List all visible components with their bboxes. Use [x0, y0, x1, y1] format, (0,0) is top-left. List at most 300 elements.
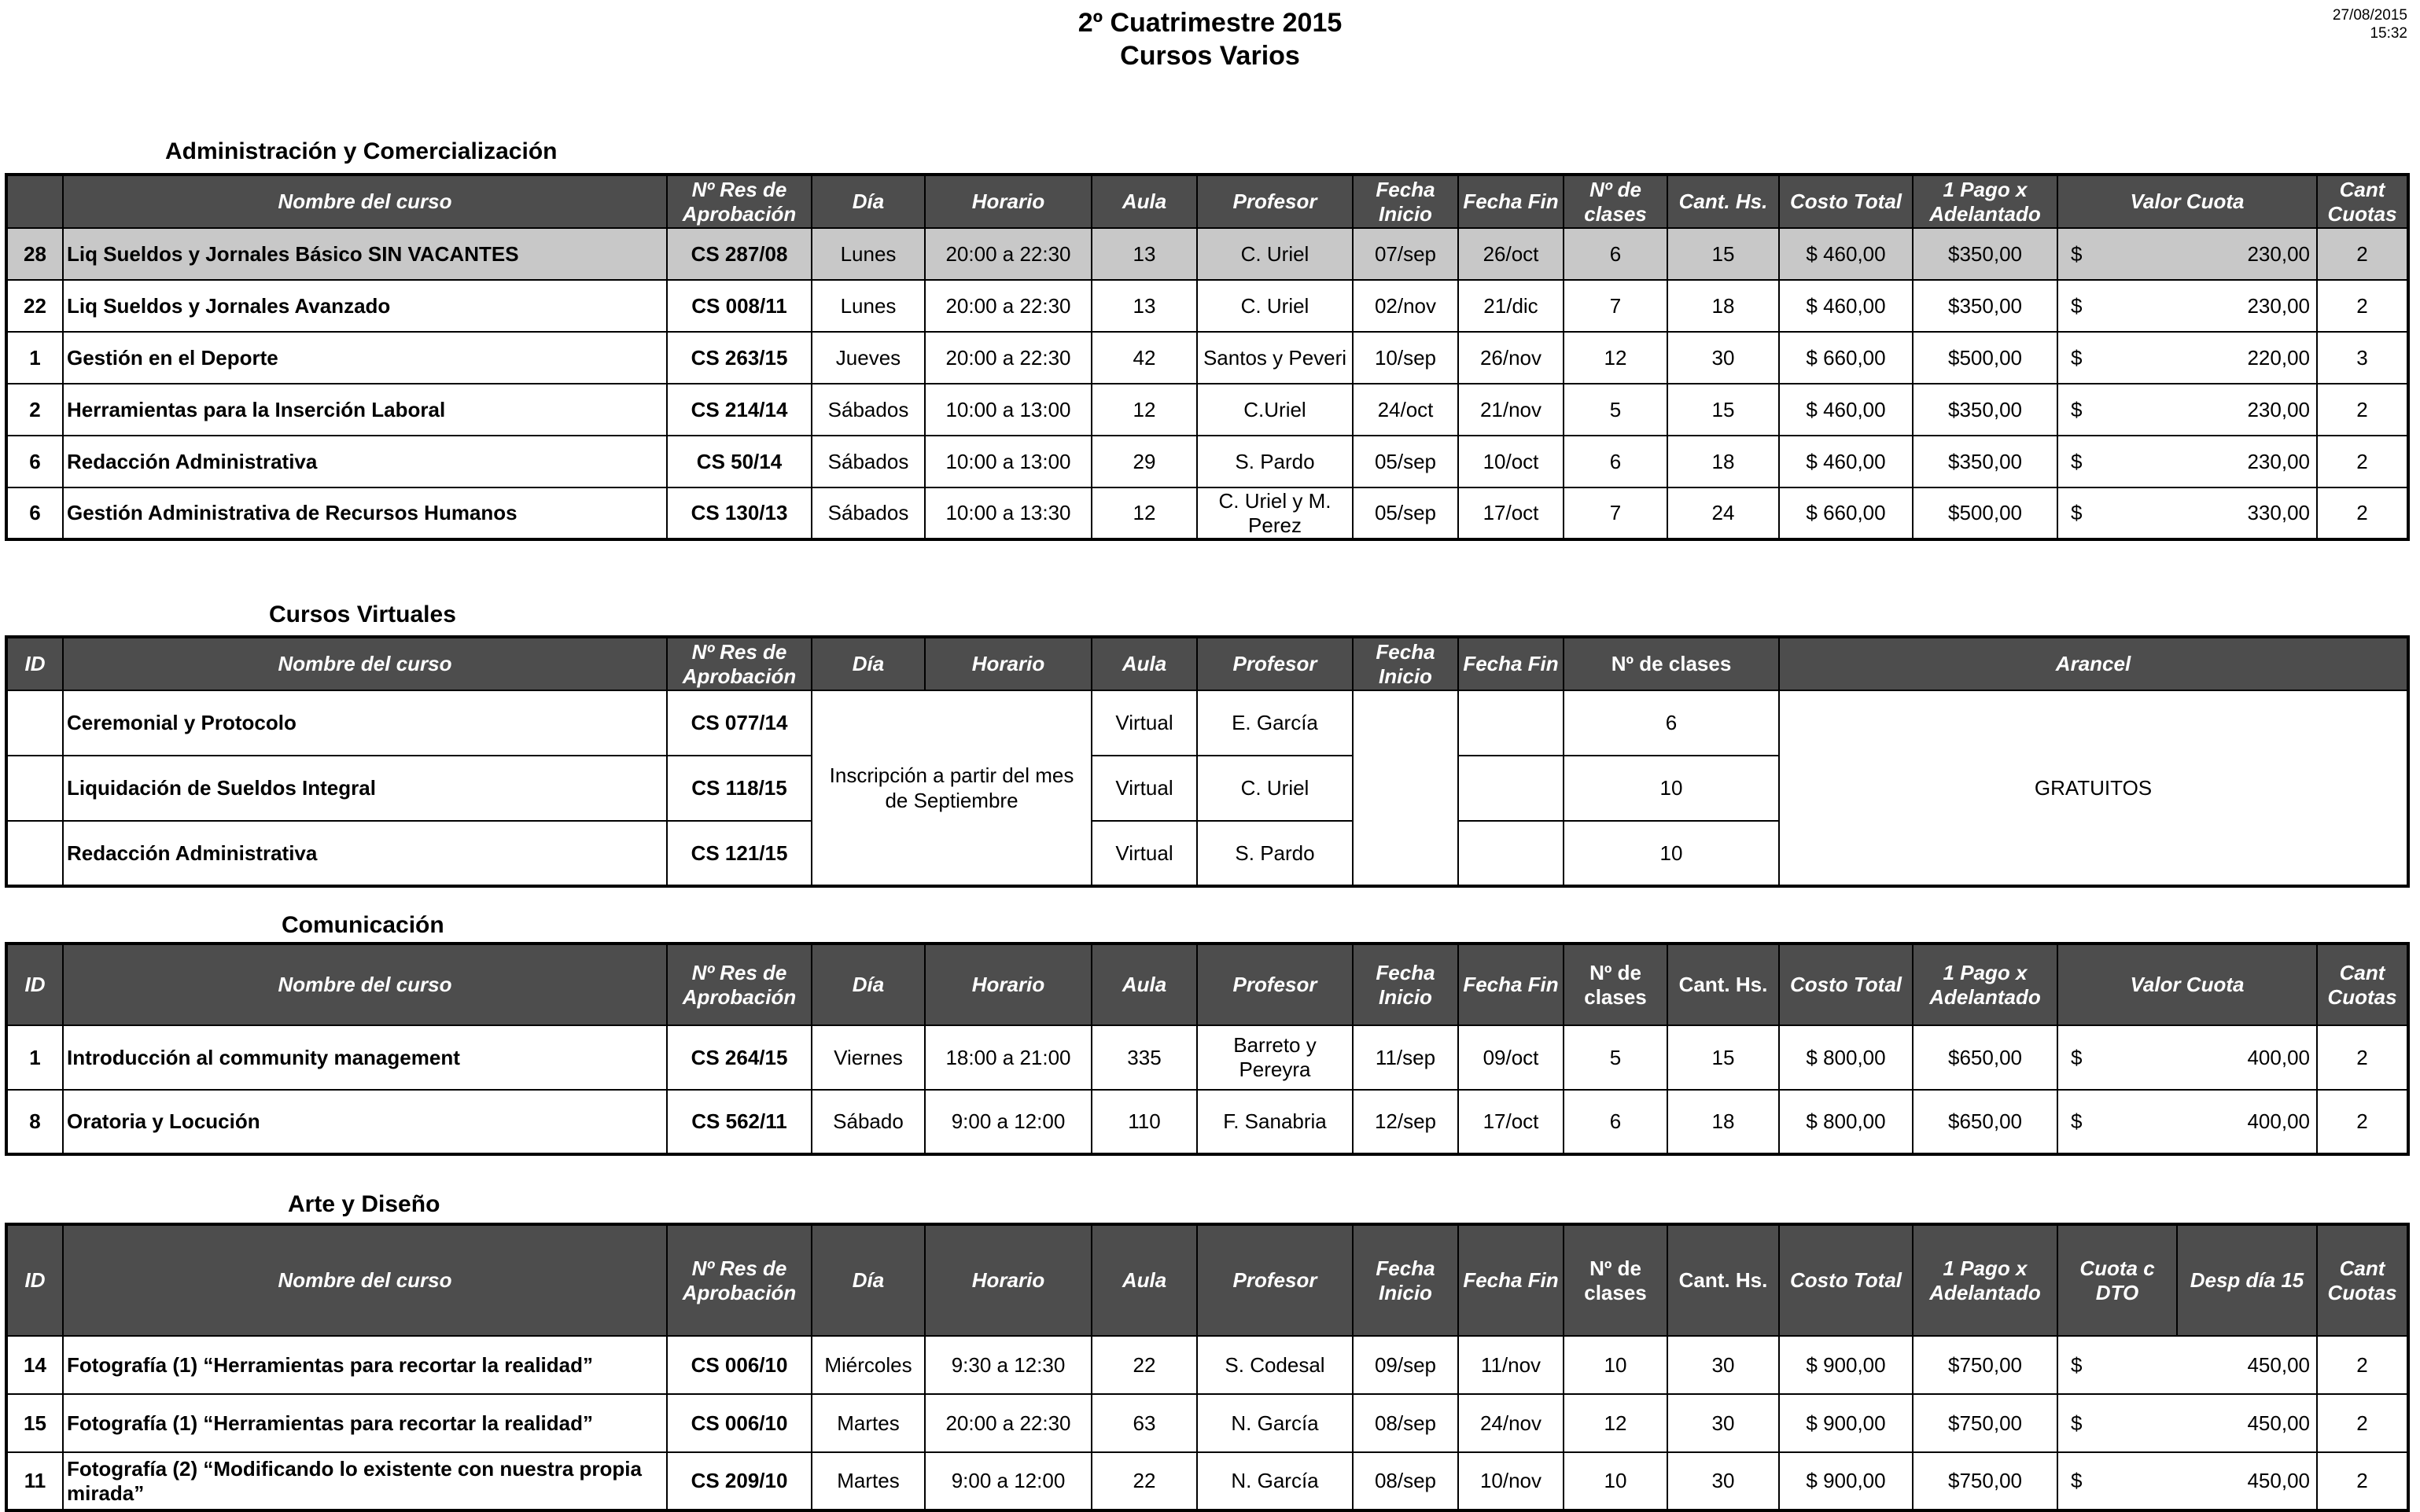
col-header-fecha-fin: Fecha Fin [1458, 1224, 1564, 1336]
section-title-comunicacion: Comunicación [282, 912, 444, 938]
cell-id: 8 [6, 1090, 63, 1154]
cell-horario: 20:00 a 22:30 [925, 280, 1092, 332]
cell-fecha-fin: 24/nov [1458, 1394, 1564, 1452]
cell-horario: 20:00 a 22:30 [925, 1394, 1092, 1452]
col-header-pago: 1 Pago x Adelantado [1913, 175, 2057, 228]
cuota-amount: 220,00 [2247, 345, 2310, 370]
table-header-row [6, 637, 2408, 690]
virtual-table [5, 635, 2410, 888]
cell-fecha-fin: 17/oct [1458, 487, 1564, 539]
table-header-row [6, 944, 2408, 1025]
cell-valor-cuota [2057, 1452, 2317, 1510]
cell-fecha-fin: 11/nov [1458, 1336, 1564, 1394]
cell-aula: 110 [1092, 1090, 1197, 1154]
cell-fecha-fin: 26/oct [1458, 228, 1564, 280]
cell-valor-cuota [2057, 1336, 2317, 1394]
cell-res: CS 077/14 [667, 690, 812, 756]
cell-id: 15 [6, 1394, 63, 1452]
cell-cant-cuotas: 2 [2317, 280, 2408, 332]
cell-pago: $650,00 [1913, 1025, 2057, 1090]
cell-aula: 63 [1092, 1394, 1197, 1452]
cell-res: CS 263/15 [667, 332, 812, 384]
cell-profesor: C.Uriel [1197, 384, 1353, 436]
cell-horario: 10:00 a 13:00 [925, 384, 1092, 436]
cell-dia: Sábados [812, 487, 925, 539]
cell-valor-cuota [2057, 384, 2317, 436]
col-header-cant-cuotas: Cant Cuotas [2317, 175, 2408, 228]
cell-dia: Sábado [812, 1090, 925, 1154]
title-line-1: 2º Cuatrimestre 2015 [1077, 8, 1343, 38]
cell-pago: $500,00 [1913, 332, 2057, 384]
cell-valor-cuota [2057, 228, 2317, 280]
currency-symbol: $ [2071, 1109, 2083, 1133]
cell-id: 22 [6, 280, 63, 332]
cell-costo: $ 800,00 [1779, 1090, 1913, 1154]
col-header-costo: Costo Total [1779, 175, 1913, 228]
cell-canths: 30 [1667, 1452, 1779, 1510]
cell-fecha-inicio: 12/sep [1353, 1090, 1458, 1154]
cell-profesor: E. García [1197, 690, 1353, 756]
cell-profesor: Santos y Peveri [1197, 332, 1353, 384]
cell-valor-cuota [2057, 436, 2317, 487]
section-title-arte: Arte y Diseño [288, 1191, 440, 1217]
cell-fecha-inicio: 05/sep [1353, 487, 1458, 539]
col-header-fecha-fin: Fecha Fin [1458, 637, 1564, 690]
cell-pago: $350,00 [1913, 280, 2057, 332]
cell-cant-cuotas: 2 [2317, 1394, 2408, 1452]
currency-symbol: $ [2071, 1469, 2083, 1492]
cell-canths: 18 [1667, 1090, 1779, 1154]
table-row [6, 690, 2408, 756]
cell-costo: $ 900,00 [1779, 1452, 1913, 1510]
cell-profesor: C. Uriel [1197, 756, 1353, 821]
cell-aula: 13 [1092, 280, 1197, 332]
cell-profesor: F. Sanabria [1197, 1090, 1353, 1154]
col-header-nclases: Nº de clases [1564, 944, 1667, 1025]
cell-fecha-fin: 26/nov [1458, 332, 1564, 384]
cell-nclases: 10 [1564, 756, 1779, 821]
col-header-aula: Aula [1092, 637, 1197, 690]
col-header-nclases: Nº de clases [1564, 637, 1779, 690]
cell-horario: 18:00 a 21:00 [925, 1025, 1092, 1090]
cell-pago: $350,00 [1913, 436, 2057, 487]
table-row [6, 332, 2408, 384]
col-header-profesor: Profesor [1197, 637, 1353, 690]
cell-valor-cuota [2057, 1090, 2317, 1154]
cell-res: CS 008/11 [667, 280, 812, 332]
cell-fecha-fin: 10/nov [1458, 1452, 1564, 1510]
cell-res: CS 130/13 [667, 487, 812, 539]
col-header-horario: Horario [925, 175, 1092, 228]
col-header-canths: Cant. Hs. [1667, 1224, 1779, 1336]
cell-res: CS 006/10 [667, 1336, 812, 1394]
cell-profesor: C. Uriel y M. Perez [1197, 487, 1353, 539]
cell-canths: 24 [1667, 487, 1779, 539]
cell-fecha-inicio: 10/sep [1353, 332, 1458, 384]
cell-canths: 15 [1667, 1025, 1779, 1090]
cell-nombre: Fotografía (1) “Herramientas para recortar la realidad” [63, 1394, 667, 1452]
table-row [6, 384, 2408, 436]
currency-symbol: $ [2071, 241, 2083, 266]
cell-cant-cuotas: 2 [2317, 1090, 2408, 1154]
cell-cant-cuotas: 2 [2317, 228, 2408, 280]
currency-symbol: $ [2071, 397, 2083, 421]
cell-aula: Virtual [1092, 690, 1197, 756]
cell-nombre: Fotografía (1) “Herramientas para recortar la realidad” [63, 1336, 667, 1394]
cell-id [6, 690, 63, 756]
cell-id: 6 [6, 487, 63, 539]
cell-id: 1 [6, 332, 63, 384]
currency-symbol: $ [2071, 345, 2083, 370]
col-header-fecha-inicio: Fecha Inicio [1353, 1224, 1458, 1336]
cell-canths: 15 [1667, 384, 1779, 436]
cell-fecha-fin [1458, 690, 1564, 756]
cell-profesor: S. Pardo [1197, 436, 1353, 487]
cell-arancel: GRATUITOS [1779, 690, 2408, 886]
cell-fecha-inicio [1353, 690, 1458, 886]
cell-dia: Lunes [812, 228, 925, 280]
cell-profesor: N. García [1197, 1452, 1353, 1510]
cell-nclases: 10 [1564, 821, 1779, 886]
cell-fecha-inicio: 08/sep [1353, 1394, 1458, 1452]
cell-nombre: Redacción Administrativa [63, 821, 667, 886]
col-header-horario: Horario [925, 944, 1092, 1025]
cell-dia: Lunes [812, 280, 925, 332]
cuota-amount: 230,00 [2247, 449, 2310, 473]
cell-canths: 18 [1667, 436, 1779, 487]
col-header-nombre: Nombre del curso [63, 175, 667, 228]
cell-cant-cuotas: 2 [2317, 436, 2408, 487]
print-timestamp [2333, 6, 2407, 42]
cell-dia: Martes [812, 1452, 925, 1510]
cell-nclases: 6 [1564, 436, 1667, 487]
cuota-amount: 230,00 [2247, 241, 2310, 266]
col-header-valor-cuota: Valor Cuota [2057, 944, 2317, 1025]
cell-aula: 12 [1092, 487, 1197, 539]
cell-fecha-fin: 21/nov [1458, 384, 1564, 436]
col-header-nombre: Nombre del curso [63, 637, 667, 690]
col-header-id: ID [6, 1224, 63, 1336]
cell-pago: $750,00 [1913, 1336, 2057, 1394]
cell-dia: Sábados [812, 436, 925, 487]
cell-horario: 20:00 a 22:30 [925, 332, 1092, 384]
col-header-res: Nº Res de Aprobación [667, 944, 812, 1025]
cuota-amount: 400,00 [2247, 1109, 2310, 1133]
col-header-costo: Costo Total [1779, 944, 1913, 1025]
table-header-row [6, 1224, 2408, 1336]
cuota-amount: 230,00 [2247, 397, 2310, 421]
cell-costo: $ 800,00 [1779, 1025, 1913, 1090]
cell-canths: 18 [1667, 280, 1779, 332]
cell-pago: $750,00 [1913, 1452, 2057, 1510]
currency-symbol: $ [2071, 293, 2083, 318]
currency-symbol: $ [2071, 1411, 2083, 1435]
section-title-admin: Administración y Comercialización [165, 138, 558, 164]
cell-cant-cuotas: 2 [2317, 487, 2408, 539]
cell-valor-cuota [2057, 1394, 2317, 1452]
cell-horario: 9:30 a 12:30 [925, 1336, 1092, 1394]
cell-canths: 30 [1667, 1394, 1779, 1452]
cell-aula: 22 [1092, 1452, 1197, 1510]
cell-dia: Miércoles [812, 1336, 925, 1394]
cell-nombre: Liquidación de Sueldos Integral [63, 756, 667, 821]
admin-rows [6, 228, 2408, 539]
col-header-dia: Día [812, 944, 925, 1025]
cell-canths: 15 [1667, 228, 1779, 280]
col-header-id: ID [6, 944, 63, 1025]
cell-fecha-fin: 17/oct [1458, 1090, 1564, 1154]
cell-horario: 20:00 a 22:30 [925, 228, 1092, 280]
col-header-aula: Aula [1092, 175, 1197, 228]
cell-fecha-fin: 09/oct [1458, 1025, 1564, 1090]
table-row [6, 1394, 2408, 1452]
admin-table [5, 173, 2410, 541]
cell-aula: 42 [1092, 332, 1197, 384]
cell-cant-cuotas: 2 [2317, 1336, 2408, 1394]
cell-costo: $ 460,00 [1779, 436, 1913, 487]
cell-costo: $ 900,00 [1779, 1336, 1913, 1394]
cell-dia: Martes [812, 1394, 925, 1452]
cell-aula: 13 [1092, 228, 1197, 280]
print-time: 15:32 [2370, 25, 2407, 42]
col-header-dia: Día [812, 175, 925, 228]
col-header-dia: Día [812, 637, 925, 690]
col-header-aula: Aula [1092, 1224, 1197, 1336]
cell-costo: $ 660,00 [1779, 332, 1913, 384]
table-row [6, 487, 2408, 539]
cell-cant-cuotas: 2 [2317, 384, 2408, 436]
cuota-amount: 450,00 [2247, 1469, 2310, 1492]
arte-table [5, 1223, 2410, 1512]
col-header-fecha-inicio: Fecha Inicio [1353, 944, 1458, 1025]
currency-symbol: $ [2071, 501, 2083, 524]
cell-valor-cuota [2057, 332, 2317, 384]
col-header-nclases: Nº de clases [1564, 1224, 1667, 1336]
cuota-amount: 400,00 [2247, 1045, 2310, 1069]
cell-id: 14 [6, 1336, 63, 1394]
cell-profesor: S. Pardo [1197, 821, 1353, 886]
col-header-profesor: Profesor [1197, 1224, 1353, 1336]
table-row [6, 280, 2408, 332]
cell-cant-cuotas: 3 [2317, 332, 2408, 384]
cuota-amount: 330,00 [2247, 501, 2310, 524]
cell-nclases: 6 [1564, 690, 1779, 756]
col-header-arancel: Arancel [1779, 637, 2408, 690]
cell-costo: $ 900,00 [1779, 1394, 1913, 1452]
cell-fecha-inicio: 07/sep [1353, 228, 1458, 280]
cell-fecha-fin: 21/dic [1458, 280, 1564, 332]
cuota-amount: 450,00 [2247, 1352, 2310, 1377]
cell-aula: 335 [1092, 1025, 1197, 1090]
col-header-canths: Cant. Hs. [1667, 944, 1779, 1025]
cell-res: CS 209/10 [667, 1452, 812, 1510]
cell-cant-cuotas: 2 [2317, 1452, 2408, 1510]
cell-nclases: 10 [1564, 1452, 1667, 1510]
cell-res: CS 121/15 [667, 821, 812, 886]
col-header-id: ID [6, 637, 63, 690]
col-header-horario: Horario [925, 637, 1092, 690]
cell-aula: 22 [1092, 1336, 1197, 1394]
section-title-virtual: Cursos Virtuales [269, 601, 456, 627]
col-header-res: Nº Res de Aprobación [667, 175, 812, 228]
cell-pago: $650,00 [1913, 1090, 2057, 1154]
table-row [6, 228, 2408, 280]
cell-horario: 9:00 a 12:00 [925, 1452, 1092, 1510]
cell-profesor: N. García [1197, 1394, 1353, 1452]
col-header-nclases: Nº de clases [1564, 175, 1667, 228]
cell-fecha-fin [1458, 821, 1564, 886]
cell-cant-cuotas: 2 [2317, 1025, 2408, 1090]
col-header-fecha-fin: Fecha Fin [1458, 944, 1564, 1025]
cell-horario: 10:00 a 13:30 [925, 487, 1092, 539]
cuota-amount: 230,00 [2247, 293, 2310, 318]
table-row [6, 1452, 2408, 1510]
cell-nombre: Ceremonial y Protocolo [63, 690, 667, 756]
col-header-fecha-inicio: Fecha Inicio [1353, 637, 1458, 690]
col-header-fecha-inicio: Fecha Inicio [1353, 175, 1458, 228]
cell-aula: 29 [1092, 436, 1197, 487]
cell-nclases: 6 [1564, 228, 1667, 280]
cell-nombre: Liq Sueldos y Jornales Básico SIN VACANTES [63, 228, 667, 280]
currency-symbol: $ [2071, 449, 2083, 473]
table-row [6, 1336, 2408, 1394]
col-header-desp15: Desp día 15 [2177, 1224, 2317, 1336]
cell-dia: Viernes [812, 1025, 925, 1090]
cell-canths: 30 [1667, 1336, 1779, 1394]
cell-horario: 9:00 a 12:00 [925, 1090, 1092, 1154]
col-header-profesor: Profesor [1197, 944, 1353, 1025]
cell-nombre: Gestión en el Deporte [63, 332, 667, 384]
cell-costo: $ 460,00 [1779, 228, 1913, 280]
cell-fecha-inicio: 05/sep [1353, 436, 1458, 487]
cuota-amount: 450,00 [2247, 1411, 2310, 1435]
cell-id: 28 [6, 228, 63, 280]
cell-id: 6 [6, 436, 63, 487]
arte-rows [6, 1336, 2408, 1510]
cell-dia: Jueves [812, 332, 925, 384]
cell-res: CS 118/15 [667, 756, 812, 821]
col-header-cant-cuotas: Cant Cuotas [2317, 1224, 2408, 1336]
cell-pago: $350,00 [1913, 384, 2057, 436]
col-header-id [6, 175, 63, 228]
print-date: 27/08/2015 [2332, 7, 2407, 24]
col-header-cant-cuotas: Cant Cuotas [2317, 944, 2408, 1025]
col-header-pago: 1 Pago x Adelantado [1913, 944, 2057, 1025]
comunicacion-rows [6, 1025, 2408, 1154]
cell-nombre: Redacción Administrativa [63, 436, 667, 487]
col-header-pago: 1 Pago x Adelantado [1913, 1224, 2057, 1336]
cell-nombre: Introducción al community management [63, 1025, 667, 1090]
cell-id [6, 756, 63, 821]
cell-dia: Sábados [812, 384, 925, 436]
cell-res: CS 50/14 [667, 436, 812, 487]
cell-id: 11 [6, 1452, 63, 1510]
title-line-2: Cursos Varios [1120, 41, 1300, 71]
table-header-row [6, 175, 2408, 228]
cell-nombre: Fotografía (2) “Modificando lo existente con nuestra propia mirada” [63, 1452, 667, 1510]
cell-fecha-inicio: 11/sep [1353, 1025, 1458, 1090]
cell-nclases: 6 [1564, 1090, 1667, 1154]
cell-aula: 12 [1092, 384, 1197, 436]
cell-fecha-fin [1458, 756, 1564, 821]
cell-res: CS 562/11 [667, 1090, 812, 1154]
cell-id [6, 821, 63, 886]
col-header-canths: Cant. Hs. [1667, 175, 1779, 228]
cell-costo: $ 660,00 [1779, 487, 1913, 539]
currency-symbol: $ [2071, 1352, 2083, 1377]
cell-pago: $350,00 [1913, 228, 2057, 280]
cell-nombre: Gestión Administrativa de Recursos Humanos [63, 487, 667, 539]
cell-nclases: 5 [1564, 384, 1667, 436]
cell-fecha-inicio: 08/sep [1353, 1452, 1458, 1510]
cell-nombre: Oratoria y Locución [63, 1090, 667, 1154]
cell-fecha-inicio: 02/nov [1353, 280, 1458, 332]
cell-valor-cuota [2057, 487, 2317, 539]
cell-fecha-inicio: 09/sep [1353, 1336, 1458, 1394]
col-header-aula: Aula [1092, 944, 1197, 1025]
col-header-profesor: Profesor [1197, 175, 1353, 228]
cell-costo: $ 460,00 [1779, 280, 1913, 332]
col-header-costo: Costo Total [1779, 1224, 1913, 1336]
cell-profesor: S. Codesal [1197, 1336, 1353, 1394]
cell-schedule-note: Inscripción a partir del mes de Septiembre [812, 690, 1092, 886]
cell-canths: 30 [1667, 332, 1779, 384]
cell-nclases: 7 [1564, 280, 1667, 332]
cell-pago: $750,00 [1913, 1394, 2057, 1452]
cell-horario: 10:00 a 13:00 [925, 436, 1092, 487]
cell-nclases: 12 [1564, 332, 1667, 384]
cell-profesor: C. Uriel [1197, 228, 1353, 280]
cell-valor-cuota [2057, 280, 2317, 332]
table-row [6, 1025, 2408, 1090]
table-row [6, 436, 2408, 487]
cell-fecha-inicio: 24/oct [1353, 384, 1458, 436]
document-title [0, 6, 2420, 72]
cell-res: CS 264/15 [667, 1025, 812, 1090]
cell-profesor: Barreto y Pereyra [1197, 1025, 1353, 1090]
col-header-valor-cuota: Valor Cuota [2057, 175, 2317, 228]
cell-res: CS 287/08 [667, 228, 812, 280]
cell-fecha-fin: 10/oct [1458, 436, 1564, 487]
cell-nclases: 12 [1564, 1394, 1667, 1452]
col-header-cuota-dto: Cuota c DTO [2057, 1224, 2177, 1336]
cell-valor-cuota [2057, 1025, 2317, 1090]
cell-nclases: 10 [1564, 1336, 1667, 1394]
table-row [6, 1090, 2408, 1154]
col-header-fecha-fin: Fecha Fin [1458, 175, 1564, 228]
cell-costo: $ 460,00 [1779, 384, 1913, 436]
comunicacion-table [5, 942, 2410, 1156]
col-header-res: Nº Res de Aprobación [667, 1224, 812, 1336]
cell-res: CS 214/14 [667, 384, 812, 436]
cell-aula: Virtual [1092, 756, 1197, 821]
col-header-horario: Horario [925, 1224, 1092, 1336]
cell-nclases: 7 [1564, 487, 1667, 539]
cell-nclases: 5 [1564, 1025, 1667, 1090]
cell-res: CS 006/10 [667, 1394, 812, 1452]
cell-profesor: C. Uriel [1197, 280, 1353, 332]
col-header-nombre: Nombre del curso [63, 944, 667, 1025]
col-header-dia: Día [812, 1224, 925, 1336]
cell-nombre: Herramientas para la Inserción Laboral [63, 384, 667, 436]
col-header-res: Nº Res de Aprobación [667, 637, 812, 690]
cell-nombre: Liq Sueldos y Jornales Avanzado [63, 280, 667, 332]
cell-aula: Virtual [1092, 821, 1197, 886]
currency-symbol: $ [2071, 1045, 2083, 1069]
cell-pago: $500,00 [1913, 487, 2057, 539]
cell-id: 2 [6, 384, 63, 436]
cell-id: 1 [6, 1025, 63, 1090]
